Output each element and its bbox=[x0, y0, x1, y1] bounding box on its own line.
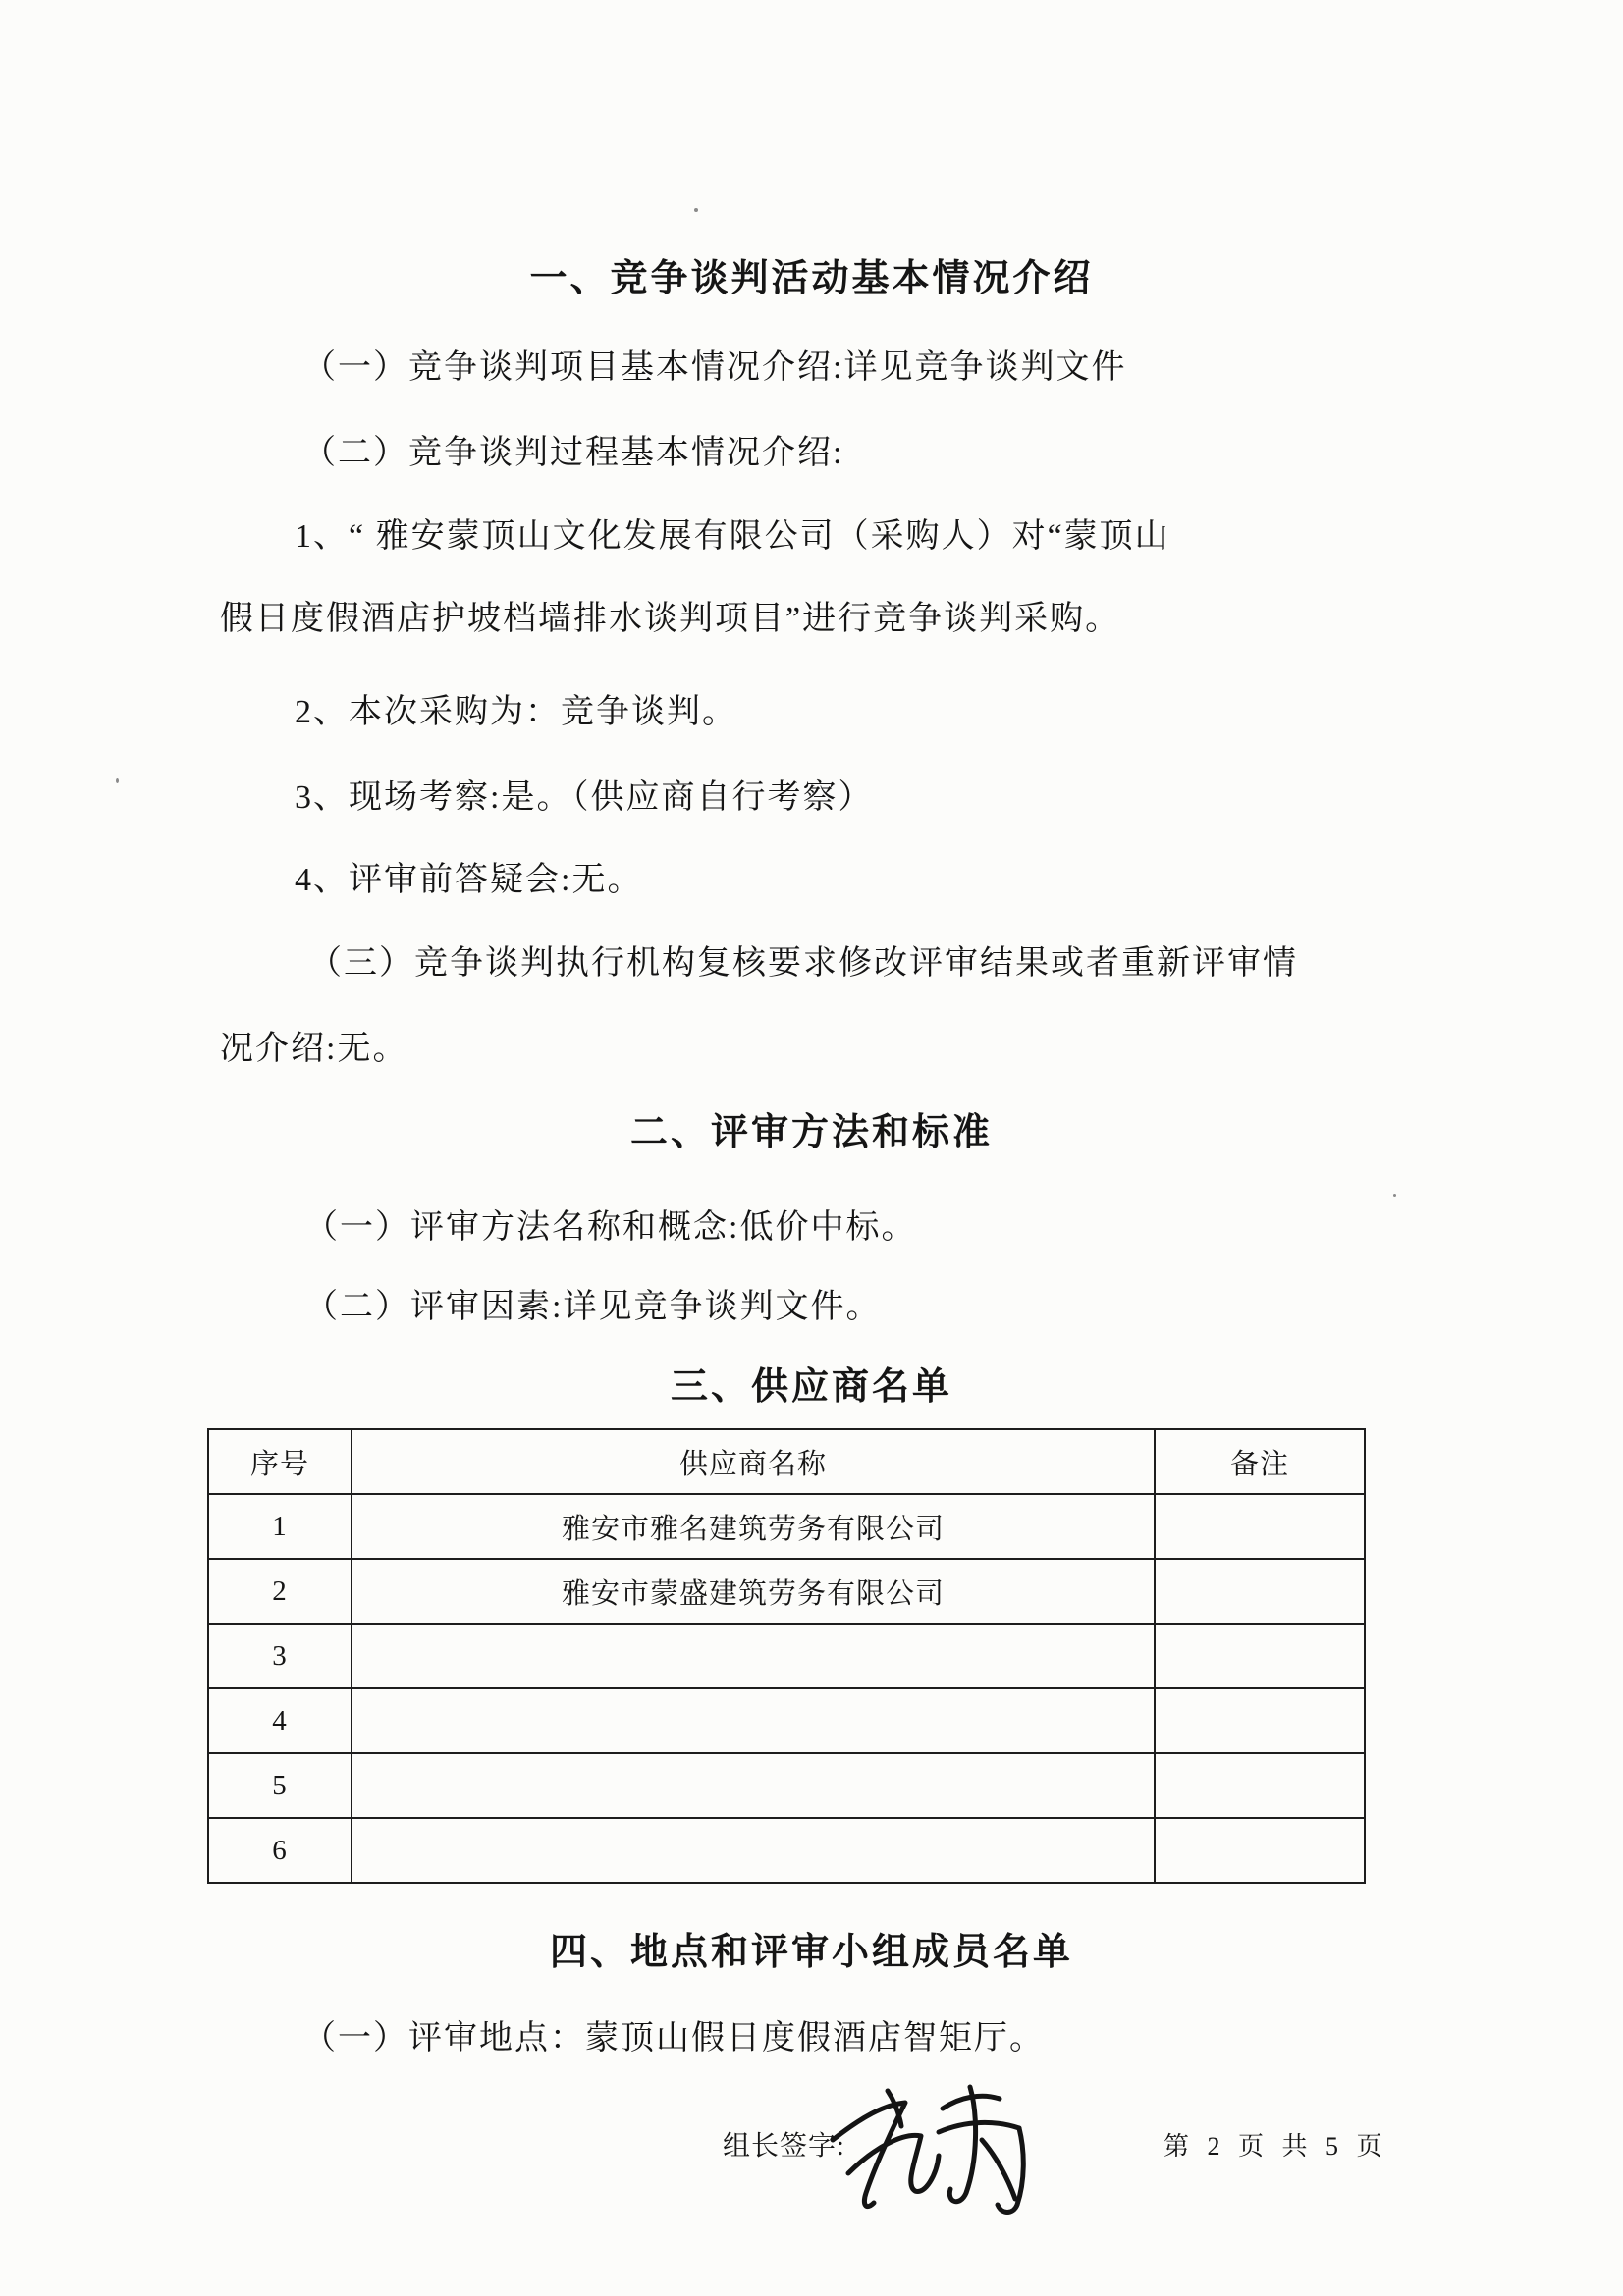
leader-signature-handwriting-icon bbox=[827, 2079, 1033, 2224]
header-cell-name: 供应商名称 bbox=[352, 1429, 1155, 1494]
scan-speckle bbox=[1393, 1194, 1396, 1197]
section1-title: 一、竞争谈判活动基本情况介绍 bbox=[529, 258, 1094, 299]
cell-no: 6 bbox=[208, 1818, 352, 1883]
paragraph-s4-p1: （一）评审地点：蒙顶山假日度假酒店智矩厅。 bbox=[302, 2020, 1045, 2056]
paragraph-s1-p6: 4、评审前答疑会:无。 bbox=[295, 862, 643, 898]
cell-name: 雅安市蒙盛建筑劳务有限公司 bbox=[352, 1559, 1155, 1624]
cell-no: 3 bbox=[208, 1624, 352, 1688]
section4-title: 四、地点和评审小组成员名单 bbox=[549, 1932, 1073, 1973]
cell-note bbox=[1155, 1753, 1365, 1818]
scan-speckle bbox=[694, 208, 698, 212]
table-row bbox=[208, 1624, 1365, 1688]
paragraph-s1-p3-line1: 1、“ 雅安蒙顶山文化发展有限公司（采购人）对“蒙顶山 bbox=[295, 518, 1170, 555]
cell-name bbox=[352, 1753, 1155, 1818]
paragraph-s1-p2: （二）竞争谈判过程基本情况介绍: bbox=[302, 435, 844, 471]
suppliers-table bbox=[207, 1428, 1366, 1884]
scan-speckle bbox=[116, 778, 119, 783]
paragraph-s1-p5: 3、现场考察:是。（供应商自行考察） bbox=[295, 779, 874, 816]
cell-no: 1 bbox=[208, 1494, 352, 1559]
table-row bbox=[208, 1818, 1365, 1883]
paragraph-s1-p4: 2、本次采购为：竞争谈判。 bbox=[295, 694, 737, 730]
cell-name: 雅安市雅名建筑劳务有限公司 bbox=[352, 1494, 1155, 1559]
cell-note bbox=[1155, 1494, 1365, 1559]
paragraph-s2-p1: （一）评审方法名称和概念:低价中标。 bbox=[304, 1209, 917, 1246]
header-cell-note: 备注 bbox=[1155, 1429, 1365, 1494]
cell-note bbox=[1155, 1688, 1365, 1753]
section2-title: 二、评审方法和标准 bbox=[629, 1112, 993, 1153]
section3-title: 三、供应商名单 bbox=[670, 1366, 952, 1408]
cell-name bbox=[352, 1624, 1155, 1688]
header-cell-no: 序号 bbox=[208, 1429, 352, 1494]
cell-no: 4 bbox=[208, 1688, 352, 1753]
cell-note bbox=[1155, 1818, 1365, 1883]
page-number: 第 2 页 共 5 页 bbox=[1163, 2132, 1388, 2161]
cell-note bbox=[1155, 1624, 1365, 1688]
cell-name bbox=[352, 1688, 1155, 1753]
cell-note bbox=[1155, 1559, 1365, 1624]
cell-no: 2 bbox=[208, 1559, 352, 1624]
table-row bbox=[208, 1494, 1365, 1559]
table-row bbox=[208, 1559, 1365, 1624]
paragraph-s1-p3-line2: 假日度假酒店护坡档墙排水谈判项目”进行竞争谈判采购。 bbox=[220, 601, 1121, 637]
paragraph-s1-p7-line2: 况介绍:无。 bbox=[220, 1031, 408, 1067]
paragraph-s1-p1: （一）竞争谈判项目基本情况介绍:详见竞争谈判文件 bbox=[302, 349, 1127, 386]
table-header-row bbox=[208, 1429, 1365, 1494]
paragraph-s2-p2: （二）评审因素:详见竞争谈判文件。 bbox=[304, 1289, 882, 1325]
cell-no: 5 bbox=[208, 1753, 352, 1818]
signature-label: 组长签字: bbox=[723, 2131, 845, 2162]
paragraph-s1-p7-line1: （三）竞争谈判执行机构复核要求修改评审结果或者重新评审情 bbox=[308, 945, 1298, 982]
table-row bbox=[208, 1753, 1365, 1818]
table-row bbox=[208, 1688, 1365, 1753]
cell-name bbox=[352, 1818, 1155, 1883]
